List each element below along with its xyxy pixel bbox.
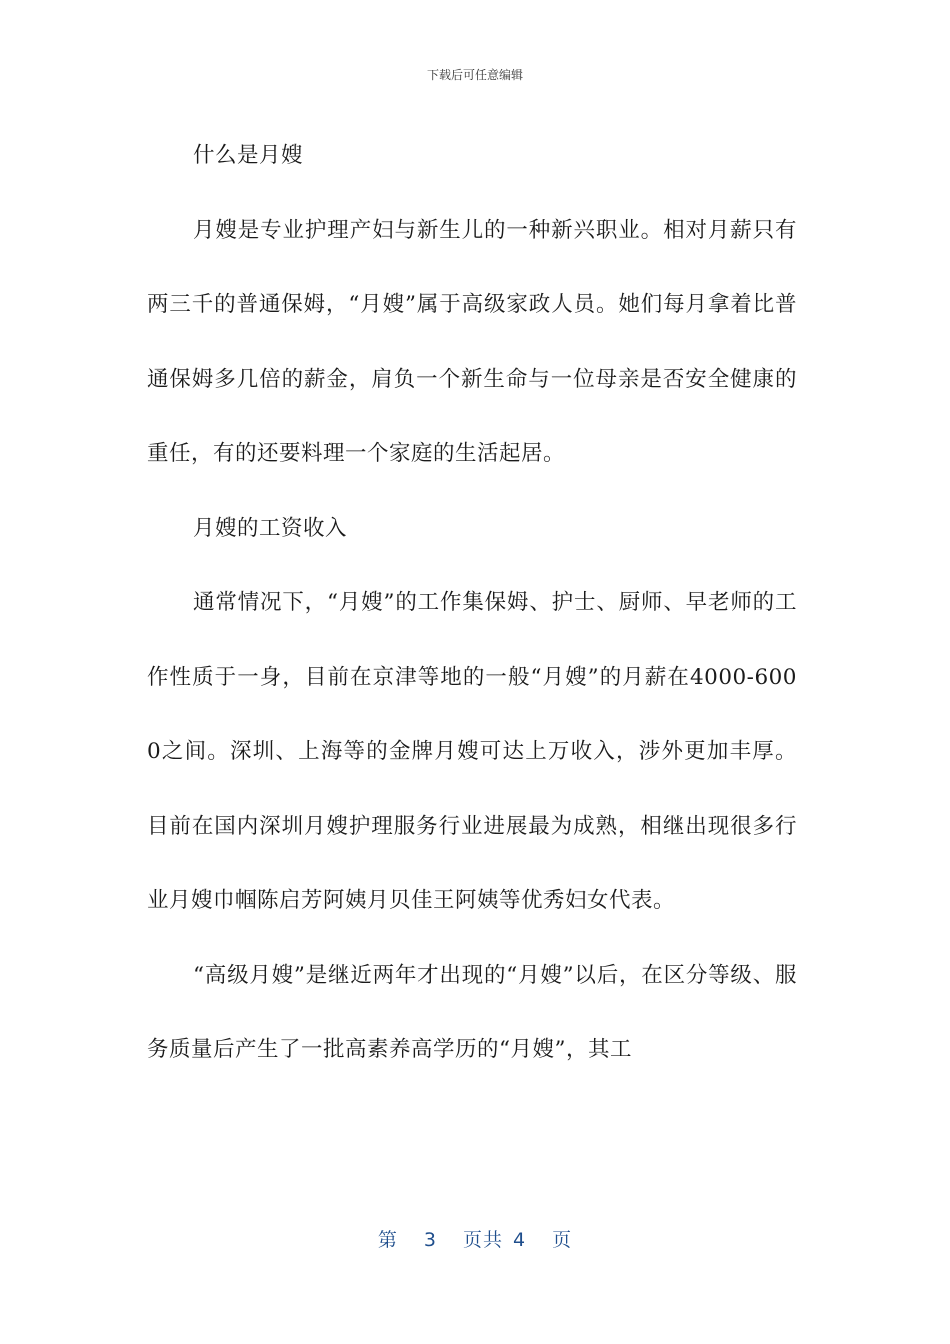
footer-label-of: 页共 bbox=[462, 1229, 503, 1251]
section-heading-salary: 月嫂的工资收入 bbox=[193, 515, 348, 541]
footer-label-page: 第 bbox=[377, 1229, 398, 1251]
footer-total-pages: 4 bbox=[513, 1229, 527, 1251]
paragraph-salary: 通常情况下，“月嫂”的工作集保姆、护士、厨师、早老师的工作性质于一身，目前在京津等地的一般“月嫂”的月薪在4000-6000之间。深圳、上海等的金牌月嫂可达上万收入，涉外更加丰厚。目前在国内深圳月嫂护理服务行业进展最为成熟，相继出现很多行业月嫂巾帼陈启芳阿姨月贝佳王阿姨等优秀妇女代表。 bbox=[147, 590, 797, 913]
paragraph-definition: 月嫂是专业护理产妇与新生儿的一种新兴职业。相对月薪只有两三千的普通保姆，“月嫂”属于高级家政人员。她们每月拿着比普通保姆多几倍的薪金，肩负一个新生命与一位母亲是否安全健康的重任，有的还要料理一个家庭的生活起居。 bbox=[147, 217, 797, 466]
page-number-footer bbox=[0, 1225, 950, 1252]
paragraph-senior-yuesao: “高级月嫂”是继近两年才出现的“月嫂”以后，在区分等级、服务质量后产生了一批高素养高学历的“月嫂”，其工 bbox=[147, 962, 797, 1062]
page-header-note: 下载后可任意编辑 bbox=[426, 68, 523, 82]
footer-label-end: 页 bbox=[552, 1229, 573, 1251]
document-body bbox=[147, 119, 797, 1088]
section-heading-what-is-yuesao: 什么是月嫂 bbox=[193, 143, 304, 168]
footer-current-page: 3 bbox=[423, 1229, 437, 1251]
